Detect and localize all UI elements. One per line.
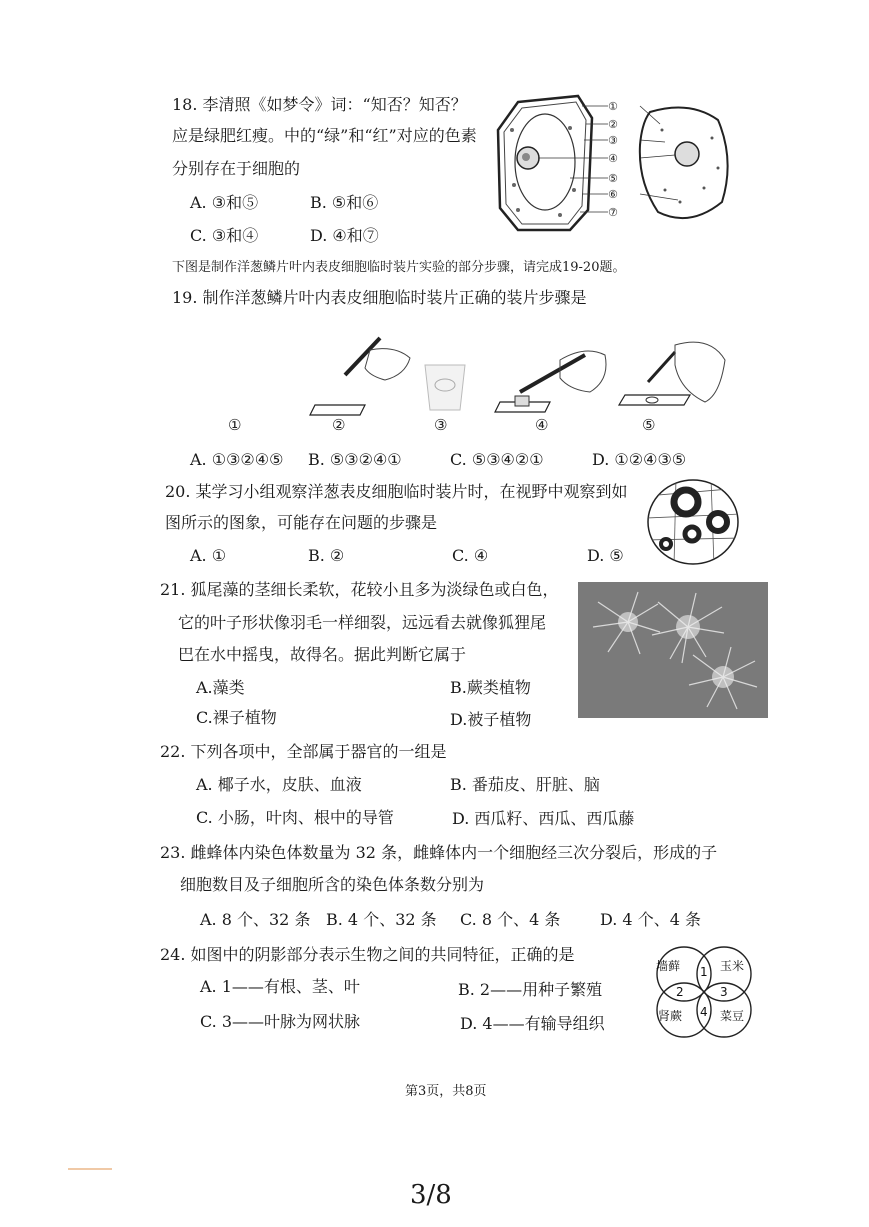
- q20-option-b: B. ②: [308, 546, 345, 565]
- q21-option-a: A.藻类: [196, 678, 245, 697]
- q24-option-c: C. 3——叶脉为网状脉: [200, 1012, 361, 1031]
- q18-option-a: A. ③和⑤: [190, 193, 259, 212]
- cell-label-2: ②: [608, 118, 618, 131]
- q19-option-c: C. ⑤③④②①: [450, 450, 544, 469]
- q19-option-a: A. ①③②④⑤: [190, 450, 284, 469]
- q21-option-b: B.蕨类植物: [450, 678, 531, 697]
- q18-option-b: B. ⑤和⑥: [310, 193, 379, 212]
- step-label-4: ④: [535, 416, 549, 434]
- q21-line2: 它的叶子形状像羽毛一样细裂，远远看去就像狐狸尾: [178, 613, 547, 632]
- cell-label-5: ⑤: [608, 172, 618, 185]
- venn-label-corn: 玉米: [720, 959, 745, 973]
- step-label-3: ③: [434, 416, 448, 434]
- cell-label-3: ③: [608, 134, 618, 147]
- q23-line2: 细胞数目及子细胞所含的染色体条数分别为: [180, 875, 485, 894]
- q22-stem: 22. 下列各项中，全部属于器官的一组是: [160, 742, 447, 761]
- q21-line1: 21. 狐尾藻的茎细长柔软，花较小且多为淡绿色或白色，: [160, 580, 559, 599]
- cell-label-6: ⑥: [608, 188, 618, 201]
- venn-number-4: 4: [700, 1005, 708, 1019]
- q21-line3: 巴在水中摇曳，故得名。据此判断它属于: [178, 645, 467, 664]
- q22-option-d: D. 西瓜籽、西瓜、西瓜藤: [452, 809, 635, 828]
- q22-option-b: B. 番茄皮、肝脏、脑: [450, 775, 600, 794]
- q19-option-b: B. ⑤③②④①: [308, 450, 402, 469]
- venn-number-3: 3: [720, 985, 728, 999]
- step-label-5: ⑤: [642, 416, 656, 434]
- q23-line1: 23. 雌蜂体内染色体数量为 32 条，雌蜂体内一个细胞经三次分裂后，形成的子: [160, 843, 718, 862]
- venn-label-moss: 墙藓: [656, 959, 681, 973]
- q23-option-c: C. 8 个、4 条: [460, 910, 561, 929]
- venn-diagram: [648, 944, 760, 1040]
- step-label-1: ①: [228, 416, 242, 434]
- cell-label-4: ④: [608, 152, 618, 165]
- cell-label-1: ①: [608, 100, 618, 113]
- q19-stem: 19. 制作洋葱鳞片叶内表皮细胞临时装片正确的装片步骤是: [172, 288, 587, 307]
- q21-option-c: C.裸子植物: [196, 708, 277, 727]
- q24-option-b: B. 2——用种子繁殖: [458, 980, 603, 999]
- q18-line1: 18. 李清照《如梦令》词：“知否？知否？: [172, 95, 467, 114]
- venn-number-1: 1: [700, 965, 708, 979]
- q18-option-d: D. ④和⑦: [310, 226, 379, 245]
- venn-label-fern: 肾蕨: [658, 1009, 683, 1023]
- q24-option-d: D. 4——有输导组织: [460, 1014, 605, 1033]
- cell-diagram: [490, 90, 740, 240]
- q23-option-a: A. 8 个、32 条: [200, 910, 311, 929]
- q22-option-c: C. 小肠，叶肉、根中的导管: [196, 808, 394, 827]
- slide-steps-figure: [220, 330, 730, 440]
- q20-option-c: C. ④: [452, 546, 489, 565]
- q18-line2: 应是绿肥红瘦。中的“绿”和“红”对应的色素: [172, 126, 477, 145]
- q24-option-a: A. 1——有根、茎、叶: [200, 977, 360, 996]
- intro-19-20: 下图是制作洋葱鳞片叶内表皮细胞临时装片实验的部分步骤，请完成19-20题。: [172, 260, 626, 275]
- q23-option-d: D. 4 个、4 条: [600, 910, 701, 929]
- q20-line2: 图所示的图象，可能存在问题的步骤是: [165, 513, 438, 532]
- q20-option-a: A. ①: [190, 546, 227, 565]
- q20-line1: 20. 某学习小组观察洋葱表皮细胞临时装片时，在视野中观察到如: [165, 482, 628, 501]
- q21-option-d: D.被子植物: [450, 710, 532, 729]
- cell-label-7: ⑦: [608, 206, 618, 219]
- venn-number-2: 2: [676, 985, 684, 999]
- q23-option-b: B. 4 个、32 条: [326, 910, 437, 929]
- foxtail-plant-photo: [578, 582, 768, 718]
- q22-option-a: A. 椰子水，皮肤、血液: [196, 775, 362, 794]
- q18-line3: 分别存在于细胞的: [172, 159, 301, 178]
- q20-option-d: D. ⑤: [587, 546, 624, 565]
- q24-stem: 24. 如图中的阴影部分表示生物之间的共同特征，正确的是: [160, 945, 575, 964]
- microscope-view-figure: [646, 478, 741, 566]
- q18-option-c: C. ③和④: [190, 226, 259, 245]
- page-footer: 第3页，共8页: [405, 1084, 487, 1099]
- venn-label-bean: 菜豆: [720, 1009, 745, 1023]
- scan-mark: [68, 1168, 112, 1170]
- step-label-2: ②: [332, 416, 346, 434]
- q19-option-d: D. ①②④③⑤: [592, 450, 687, 469]
- page-number: 3/8: [410, 1180, 452, 1210]
